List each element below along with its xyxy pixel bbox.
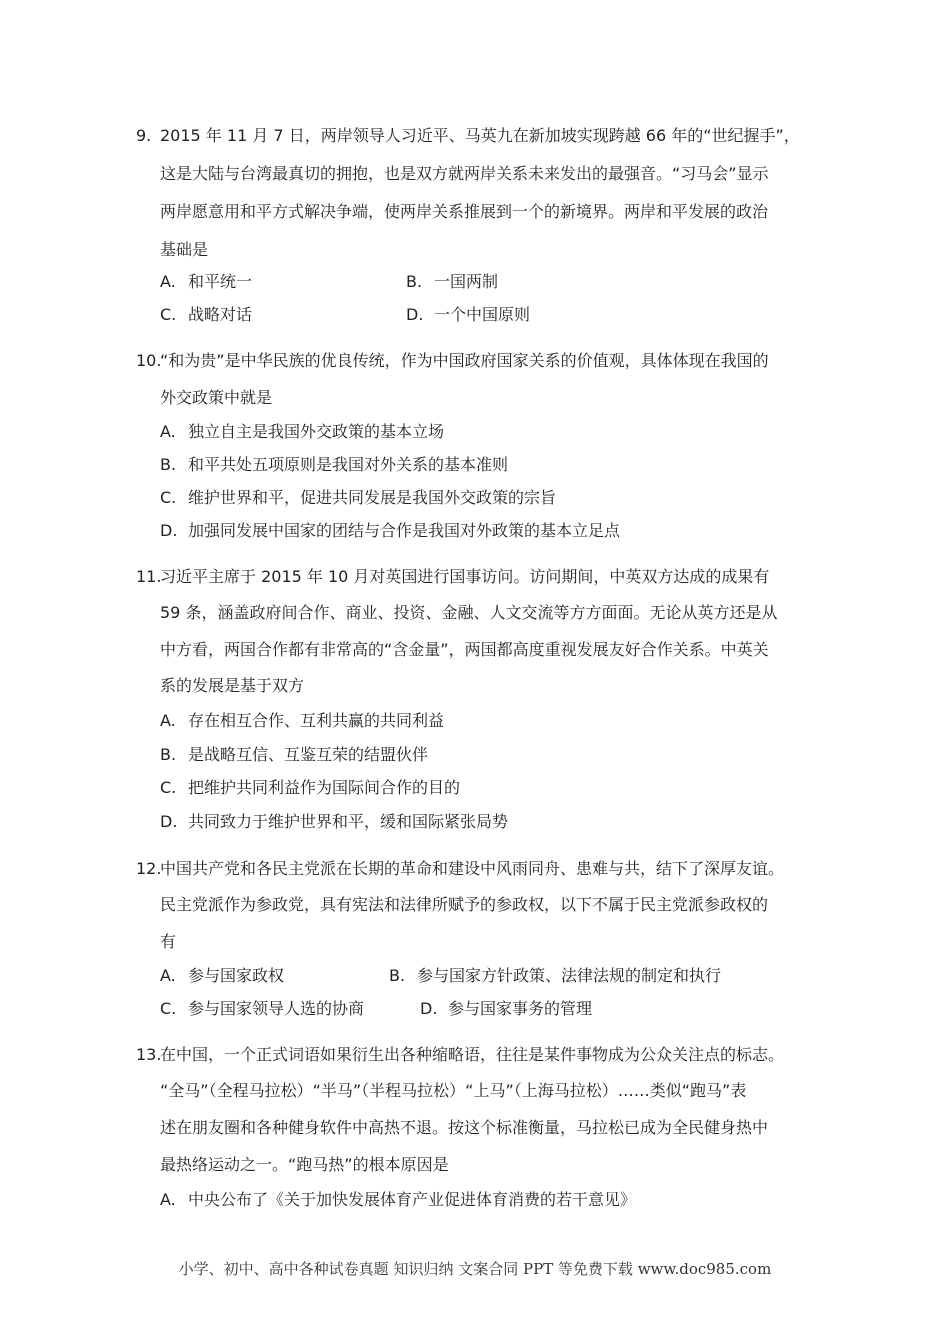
question-line: 基础是 — [160, 240, 209, 259]
option-b: B. 一国两制 — [406, 272, 499, 291]
question-line: 13.在中国，一个正式词语如果衍生出各种缩略语，往往是某件事物成为公众关注点的标志。 — [136, 1045, 785, 1064]
question-line: 民主党派作为参政党，具有宪法和法律所赋予的参政权，以下不属于民主党派参政权的 — [160, 895, 769, 914]
question-number: 9. — [136, 126, 152, 145]
question-line: 外交政策中就是 — [160, 388, 273, 407]
option-a: A. 存在相互合作、互利共赢的共同利益 — [160, 711, 445, 730]
question-number: 13. — [136, 1045, 162, 1064]
question-line: 最热络运动之一。“跑马热”的根本原因是 — [160, 1155, 449, 1174]
option-d: D. 共同致力于维护世界和平，缓和国际紧张局势 — [160, 812, 509, 831]
question-number: 10. — [136, 351, 162, 370]
option-d: D. 加强同发展中国家的团结与合作是我国对外政策的基本立足点 — [160, 521, 621, 540]
question-number: 12. — [136, 859, 162, 878]
question-number: 11. — [136, 567, 162, 586]
option-a: A. 参与国家政权 — [160, 966, 285, 985]
option-c: C. 战略对话 — [160, 305, 253, 324]
question-line: 这是大陆与台湾最真切的拥抱，也是双方就两岸关系未来发出的最强音。“习马会”显示 — [160, 164, 769, 183]
page-footer: 小学、初中、高中各种试卷真题 知识归纳 文案合同 PPT 等免费下载 www.doc985.com — [178, 1260, 772, 1278]
option-a: A. 和平统一 — [160, 272, 253, 291]
option-c: C. 维护世界和平，促进共同发展是我国外交政策的宗旨 — [160, 488, 557, 507]
question-line: “全马”（全程马拉松）“半马”（半程马拉松）“上马”（上海马拉松）……类似“跑马”表 — [160, 1081, 747, 1100]
question-line: 中方看，两国合作都有非常高的“含金量”，两国都高度重视发展友好合作关系。中英关 — [160, 640, 769, 659]
option-d: D. 一个中国原则 — [406, 305, 531, 324]
question-line: 系的发展是基于双方 — [160, 676, 305, 695]
question-line: 10.“和为贵”是中华民族的优良传统，作为中国政府国家关系的价值观，具体体现在我国的 — [136, 351, 769, 370]
question-line: 12.中国共产党和各民主党派在长期的革命和建设中风雨同舟、患难与共，结下了深厚友谊。 — [136, 859, 785, 878]
option-b: B. 是战略互信、互鉴互荣的结盟伙伴 — [160, 745, 429, 764]
option-b: B. 和平共处五项原则是我国对外关系的基本准则 — [160, 455, 509, 474]
question-line: 59 条，涵盖政府间合作、商业、投资、金融、人文交流等方方面面。无论从英方还是从 — [160, 603, 778, 622]
question-line: 有 — [160, 932, 177, 951]
option-a: A. 中央公布了《关于加快发展体育产业促进体育消费的若干意见》 — [160, 1190, 637, 1209]
option-c: C. 参与国家领导人选的协商 — [160, 999, 365, 1018]
option-d: D. 参与国家事务的管理 — [420, 999, 593, 1018]
question-line: 11.习近平主席于 2015 年 10 月对英国进行国事访问。访问期间，中英双方达成的成果有 — [136, 567, 770, 586]
option-a: A. 独立自主是我国外交政策的基本立场 — [160, 422, 445, 441]
option-b: B. 参与国家方针政策、法律法规的制定和执行 — [389, 966, 722, 985]
question-line: 述在朋友圈和各种健身软件中高热不退。按这个标准衡量，马拉松已成为全民健身热中 — [160, 1118, 769, 1137]
question-line: 两岸愿意用和平方式解决争端，使两岸关系推展到一个的新境界。两岸和平发展的政治 — [160, 202, 769, 221]
question-line: 9. 2015 年 11 月 7 日，两岸领导人习近平、马英九在新加坡实现跨越 66 年的“世纪握手”， — [136, 126, 800, 145]
option-c: C. 把维护共同利益作为国际间合作的目的 — [160, 778, 461, 797]
